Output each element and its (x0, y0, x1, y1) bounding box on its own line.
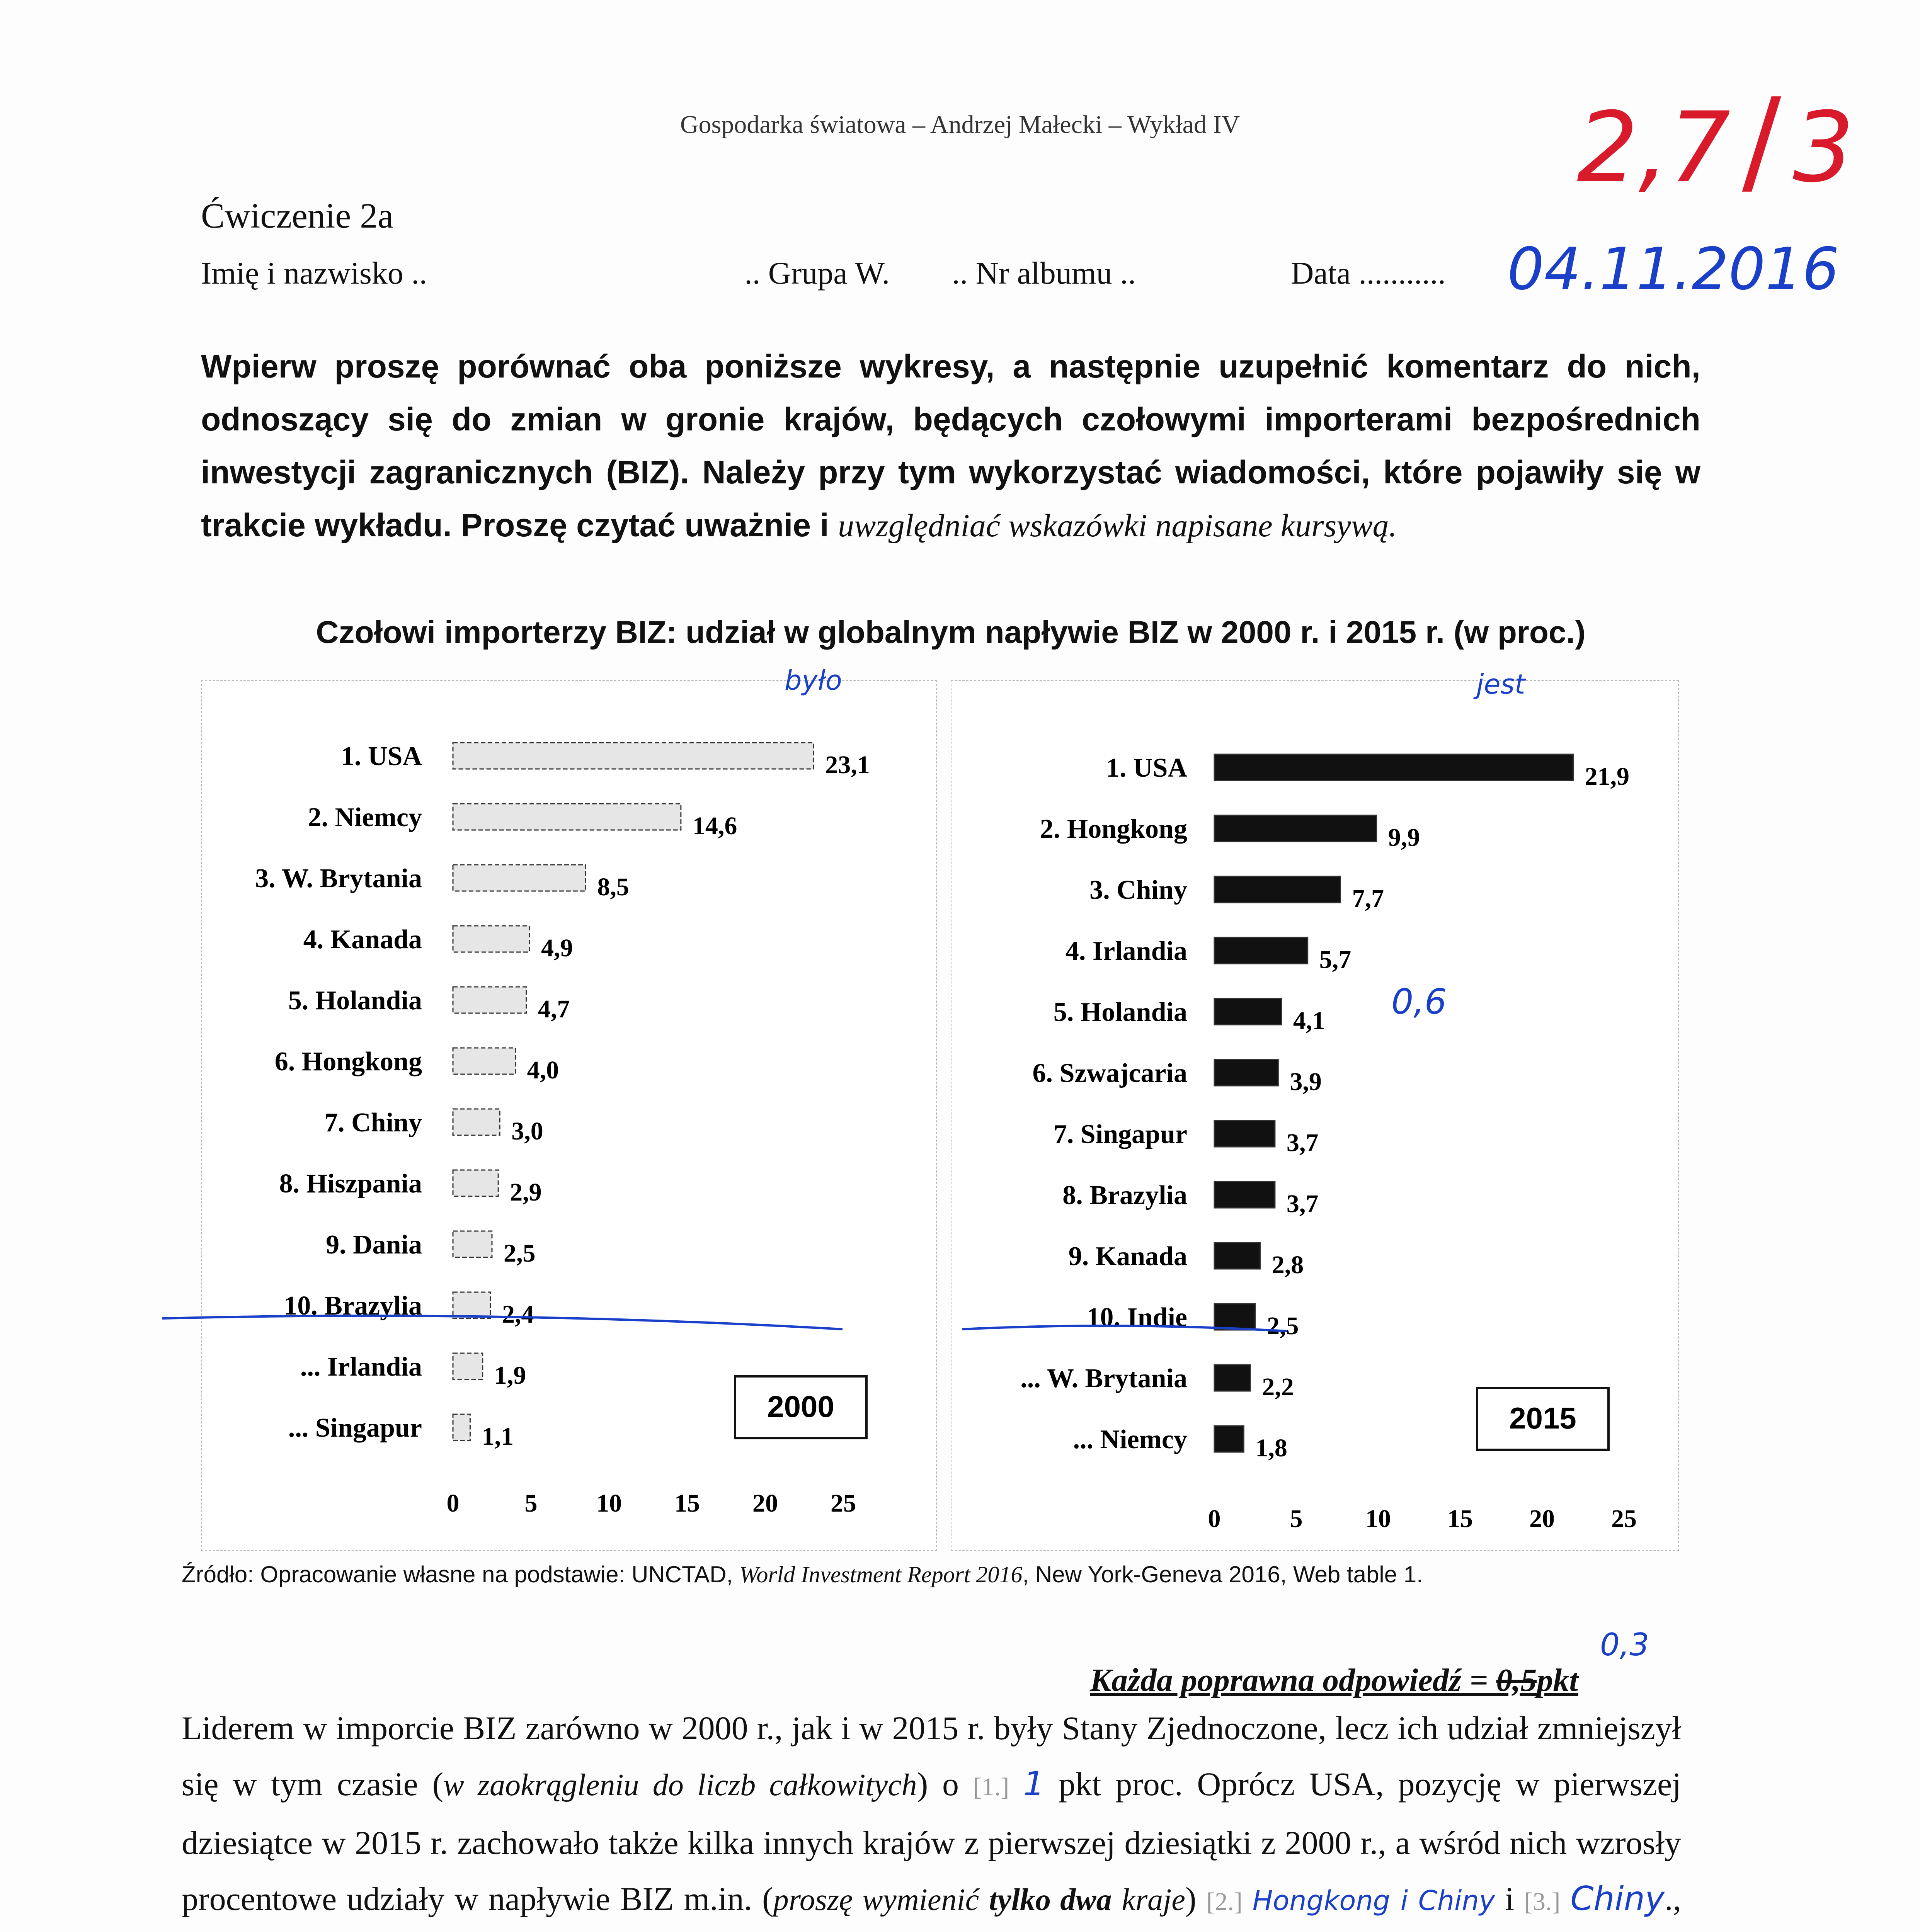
category-label: 8. Hiszpania (279, 1169, 422, 1199)
value-label: 8,5 (597, 873, 629, 901)
bar (453, 1170, 498, 1196)
answer-3: Chiny (1570, 1879, 1665, 1918)
bar (1214, 1060, 1278, 1086)
annotation-bylo: było (785, 665, 842, 696)
source-title: World Investment Report 2016 (739, 1562, 1023, 1587)
category-label: 7. Singapur (1053, 1119, 1187, 1149)
annotation-jest: jest (1476, 668, 1525, 700)
tick-label: 0 (446, 1489, 460, 1517)
chart-2000-panel (201, 680, 937, 1551)
tick-label: 10 (596, 1489, 622, 1517)
group-label: .. Grupa W. (744, 255, 890, 291)
year-label: 2000 (767, 1389, 834, 1423)
gap-3: [3.] (1524, 1888, 1561, 1916)
answer-2: Hongkong i Chiny (1252, 1885, 1495, 1917)
bar (1214, 937, 1308, 964)
value-label: 7,7 (1352, 884, 1384, 913)
bar (1214, 1426, 1244, 1452)
bar (1214, 1121, 1275, 1147)
bar (453, 743, 814, 769)
points-correction: 0,3 (1600, 1627, 1649, 1663)
tick-label: 10 (1365, 1505, 1391, 1533)
category-label: ... Irlandia (300, 1352, 422, 1382)
tick-label: 20 (752, 1489, 778, 1517)
bar (1214, 815, 1377, 842)
tick-label: 5 (1290, 1505, 1303, 1533)
category-label: 10. Indie (1086, 1303, 1187, 1332)
category-label: 8. Brazylia (1062, 1180, 1187, 1210)
bar (1214, 1243, 1260, 1269)
value-label: 14,6 (692, 812, 737, 840)
value-label: 2,2 (1262, 1373, 1294, 1401)
category-label: 3. W. Brytania (255, 864, 422, 893)
bar (1214, 998, 1282, 1025)
category-label: 3. Chiny (1089, 875, 1187, 905)
page-header: Gospodarka światowa – Andrzej Małecki – Wykład IV (680, 111, 1240, 139)
value-label: 3,0 (511, 1117, 543, 1145)
points-text: Każda poprawna odpowiedź = (1090, 1662, 1488, 1698)
category-label: 1. USA (340, 742, 422, 771)
source-note (182, 1561, 1766, 1588)
bar (453, 1109, 500, 1135)
cut-line-marks (0, 1294, 1920, 1372)
gap-2: [2.] (1206, 1888, 1243, 1916)
value-label: 1,1 (482, 1422, 514, 1451)
bar (453, 1048, 516, 1074)
category-label: 2. Niemcy (308, 803, 422, 832)
value-label: 2,4 (502, 1300, 534, 1328)
category-label: 6. Hongkong (274, 1047, 422, 1077)
value-label: 2,5 (1267, 1312, 1299, 1340)
tick-label: 5 (524, 1489, 538, 1517)
date-value: 04.11.2016 (1507, 236, 1839, 303)
bar (453, 926, 529, 952)
points-unit: pkt (1537, 1662, 1578, 1698)
bar (453, 1231, 492, 1257)
category-label: 5. Holandia (1053, 997, 1187, 1027)
chart-title: Czołowi importerzy BIZ: udział w globalnym napływie BIZ w 2000 r. i 2015 r. (w proc.) (316, 615, 1586, 650)
category-label: 6. Szwajcaria (1032, 1058, 1187, 1088)
score-max: 3 (1792, 91, 1854, 204)
score-value: 2,7 (1577, 91, 1731, 204)
name-label: Imię i nazwisko .. (201, 255, 427, 291)
value-label: 4,9 (541, 934, 573, 962)
value-label: 1,9 (494, 1361, 526, 1389)
value-label: 2,9 (510, 1178, 542, 1206)
value-label: 2,5 (504, 1239, 536, 1267)
annotation-diff: 0,6 (1391, 981, 1447, 1022)
category-label: 1. USA (1106, 753, 1187, 783)
chart-2000 (202, 681, 936, 1550)
value-label: 1,8 (1255, 1434, 1287, 1462)
category-label: ... W. Brytania (1020, 1364, 1187, 1393)
value-label: 4,1 (1293, 1007, 1325, 1035)
category-label: 5. Holandia (288, 986, 422, 1015)
points-rule (1090, 1662, 1578, 1699)
value-label: 4,7 (538, 995, 570, 1023)
value-label: 3,7 (1286, 1129, 1319, 1157)
bar (1214, 876, 1340, 903)
source-post: , New York-Geneva 2016, Web table 1. (1022, 1561, 1423, 1587)
bar (453, 987, 526, 1013)
answer-1: 1 (1023, 1765, 1045, 1803)
category-label: 2. Hongkong (1040, 814, 1187, 844)
value-label: 9,9 (1388, 823, 1420, 852)
value-label: 5,7 (1319, 946, 1351, 974)
category-label: 10. Brazylia (284, 1291, 422, 1321)
tick-label: 25 (1611, 1505, 1637, 1533)
album-label: .. Nr albumu .. (952, 255, 1136, 291)
instructions-bold: Wpierw proszę porównać oba poniższe wykresy, a następnie uzupełnić komentarz do nich, odnoszący się do zmian w gronie krajów, będących czołowymi importerami bezpośrednich inwestycji zagranicznych (BIZ). Należy przy tym wykorzystać wiadomości, które pojawiły się w trakcie wykładu. Proszę czytać uważnie i (201, 348, 1700, 543)
source-pre: Źródło: Opracowanie własne na podstawie: UNCTAD, (182, 1561, 733, 1587)
gap-1: [1.] (973, 1773, 1009, 1801)
tick-label: 15 (1447, 1505, 1473, 1533)
value-label: 23,1 (825, 751, 870, 779)
category-label: 9. Dania (326, 1230, 422, 1260)
chart-2015 (951, 681, 1678, 1550)
date-label: Data ........... (1291, 255, 1446, 291)
category-label: 7. Chiny (324, 1108, 422, 1138)
value-label: 4,0 (527, 1056, 559, 1084)
value-label: 3,9 (1290, 1068, 1322, 1096)
value-label: 21,9 (1585, 762, 1630, 791)
tick-label: 25 (831, 1489, 856, 1517)
score: 2,7 / 3 (1577, 73, 1854, 208)
points-crossed: 0,5 (1496, 1662, 1537, 1698)
tick-label: 15 (674, 1489, 700, 1517)
tick-label: 0 (1208, 1505, 1221, 1533)
bar (1214, 1182, 1275, 1208)
chart-2015-panel (951, 680, 1679, 1551)
category-label: 4. Irlandia (1065, 936, 1187, 966)
value-label: 2,8 (1271, 1251, 1304, 1279)
category-label: ... Singapur (288, 1413, 422, 1443)
instructions-italic: uwzględniać wskazówki napisane kursywą. (838, 508, 1397, 544)
category-label: 4. Kanada (303, 925, 422, 954)
bar (453, 804, 681, 830)
exercise-title: Ćwiczenie 2a (201, 196, 394, 235)
category-label: ... Niemcy (1073, 1425, 1187, 1454)
year-label: 2015 (1509, 1401, 1576, 1435)
value-label: 3,7 (1286, 1190, 1319, 1218)
bar (1214, 754, 1573, 781)
bar (453, 865, 586, 891)
tick-label: 20 (1529, 1505, 1555, 1533)
bar (453, 1414, 470, 1440)
commentary-text: Liderem w imporcie BIZ zarówno w 2000 r., jak i w 2015 r. były Stany Zjednoczone, lecz ich udział zmniejszył się w tym czasie (w zaokrągleniu do liczb całkowitych) o [1.] 1 pkt proc. Oprócz USA, pozycję w pierwszej dziesiątce w 2015 r. zachowało także kilka innych krajów z pierwszej dziesiątki z 2000 r., a wśród nich wzrosły procentowe udziały w napływie BIZ m.in. (proszę wymienić tylko dwa kraje) [2.] Hongkong i Chiny i [3.] Chiny., (182, 1709, 1682, 1918)
category-label: 9. Kanada (1068, 1242, 1187, 1271)
instructions (201, 340, 1700, 552)
